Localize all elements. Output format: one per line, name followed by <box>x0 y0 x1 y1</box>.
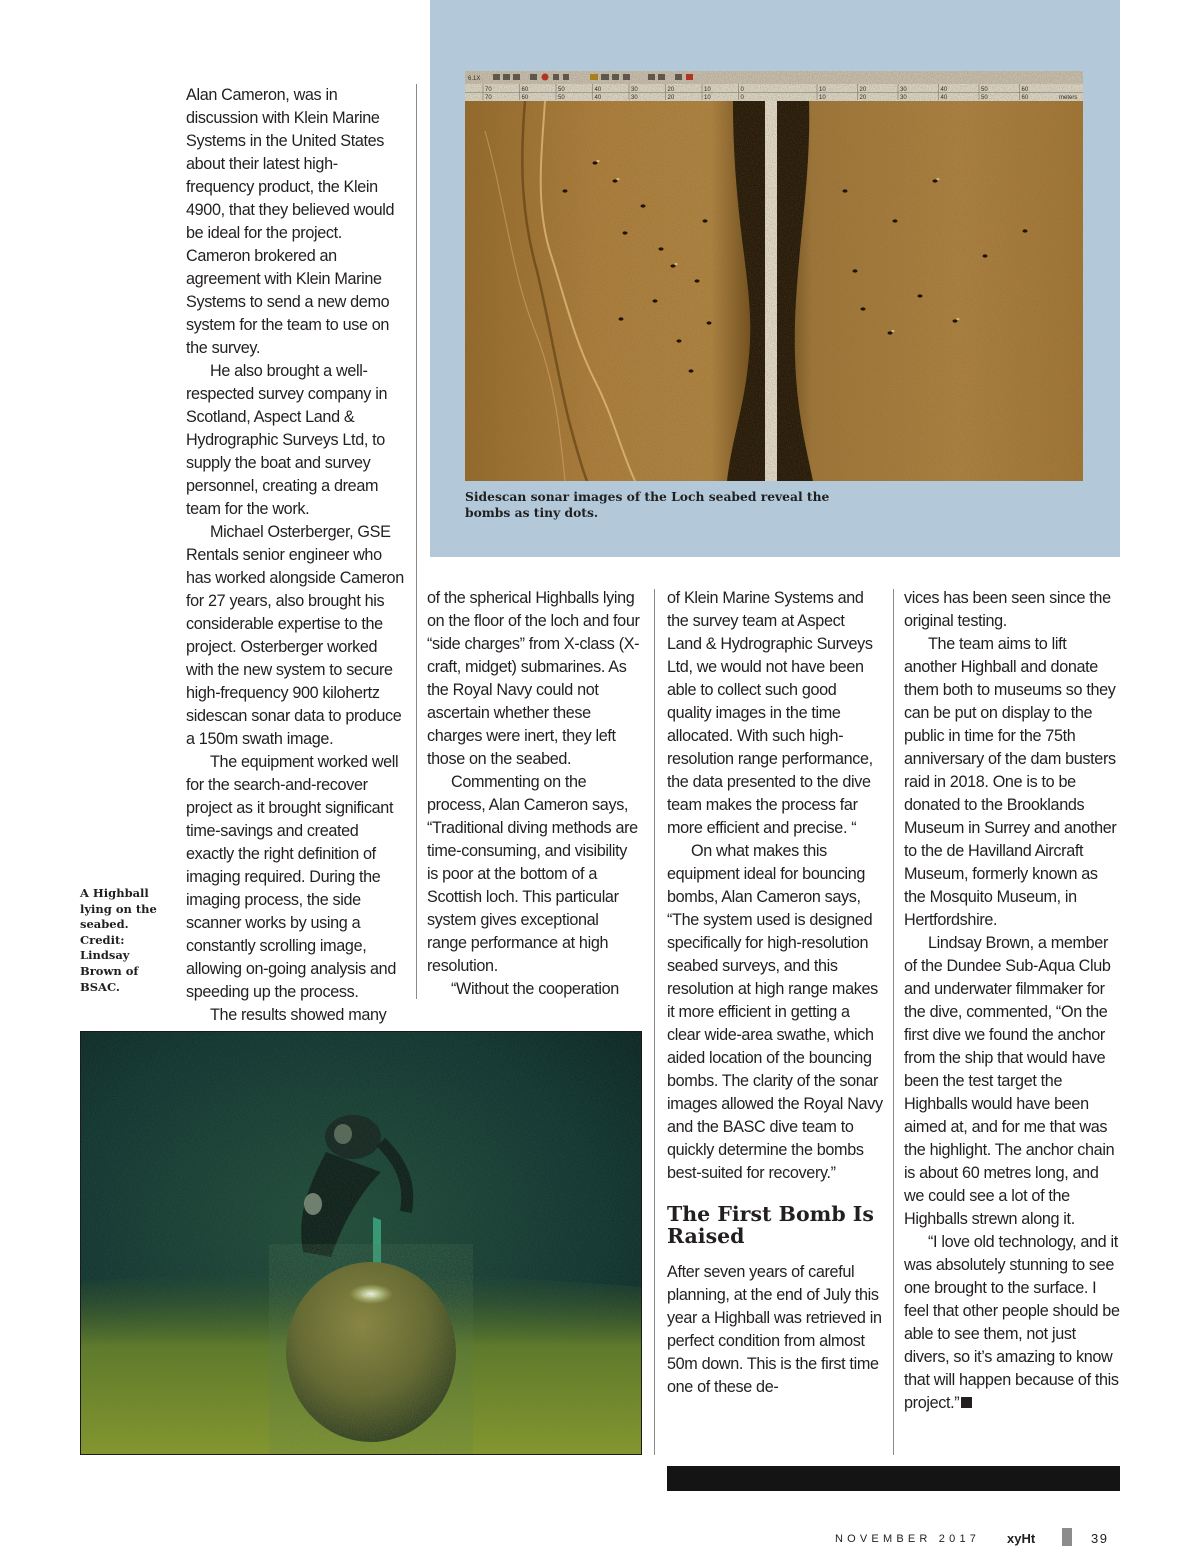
paragraph-final <box>904 1231 1120 1415</box>
scale-tick-label: 30 <box>631 87 638 93</box>
highball-underwater-photo <box>80 1031 642 1455</box>
paragraph: On what makes this equipment ideal for bouncing bombs, Alan Cameron says, “The system used is designed specifically for high-resolution seabed surveys, and this resolution at high range makes it more efficient in getting a clear wide-area swathe, which aided location of the bouncing bombs. The clarity of the sonar images allowed the Royal Navy and the BASC dive team to quickly determine the bombs best-suited for recovery.” <box>667 842 883 1182</box>
scale-tick-label: 60 <box>521 87 529 93</box>
scale-tick-label: 40 <box>594 87 602 93</box>
footer-separator-square <box>1062 1528 1072 1546</box>
paragraph: vices has been seen since the original testing. <box>904 589 1111 630</box>
paragraph: of Klein Marine Systems and the survey team at Aspect Land & Hydrographic Surveys Ltd, we would not have been able to collect such good quality images in the time allocated. With such high-resolution range performance, the data presented to the dive team makes the process far more efficient and precise. “ <box>667 589 873 837</box>
footer-issue-date: NOVEMBER 2017 <box>835 1533 981 1545</box>
paragraph: After seven years of careful planning, at the end of July this year a Highball was retrieved in perfect condition from almost 50m down. This is the first time one of these de- <box>667 1263 882 1396</box>
scale-tick-label: 20 <box>859 95 867 101</box>
article-column-3 <box>667 587 883 1399</box>
article-column-4 <box>904 587 1120 1415</box>
scale-tick-label: 20 <box>859 87 867 93</box>
article-column-1 <box>186 84 404 1027</box>
scale-tick-label: 10 <box>819 87 826 93</box>
scale-tick-label: 70 <box>485 87 492 93</box>
scale-units-label: meters <box>1059 95 1078 101</box>
footer-magazine-brand: xyHt <box>1007 1531 1036 1546</box>
scale-tick-label: 10 <box>704 87 711 93</box>
sidescan-sonar-image <box>465 71 1083 481</box>
scale-tick-label: 50 <box>558 95 565 101</box>
scale-tick-label: 50 <box>981 87 988 93</box>
paragraph: of the spherical Highballs lying on the floor of the loch and four “side charges” from X-class (X-craft, midget) submarines. As the Royal Navy could not ascertain whether these charges were inert, they left those on the seabed. <box>427 589 640 768</box>
article-column-2 <box>427 587 642 1001</box>
decorative-black-bar <box>667 1466 1120 1491</box>
photo-caption: A Highball lying on the seabed. Credit: Lindsay Brown of BSAC. <box>80 886 157 994</box>
paragraph: He also brought a well-respected survey company in Scotland, Aspect Land & Hydrographic Surveys Ltd, to supply the boat and survey personnel, creating a dream team for the work. <box>186 362 388 518</box>
page-number: 39 <box>1091 1531 1109 1546</box>
column-rule <box>654 589 655 1455</box>
scale-tick-label: 40 <box>940 87 948 93</box>
scale-tick-label: 40 <box>594 95 602 101</box>
scale-tick-label: 30 <box>900 95 907 101</box>
paragraph: The team aims to lift another Highball and donate them both to museums so they can be put on display to the public in time for the 75th anniversary of the dam busters raid in 2018. One is to be donated to the Brooklands Museum in Surrey and another to the de Havilland Aircraft Museum, formerly known as the Mosquito Museum, in Hertfordshire. <box>904 635 1117 929</box>
scale-tick-label: 10 <box>819 95 826 101</box>
sonar-zoom-label: 6.1X <box>468 76 481 82</box>
section-heading: The First Bomb Is Raised <box>667 1202 874 1248</box>
column-rule <box>893 589 894 1455</box>
scale-tick-label: 60 <box>1021 95 1029 101</box>
paragraph-text: “I love old technology, and it was absolutely stunning to see one brought to the surface. I feel that other people should be able to see them, not just divers, so it’s amazing to know that will happen because of this project.” <box>904 1233 1120 1412</box>
scale-tick-label: 50 <box>558 87 565 93</box>
scale-tick-label: 20 <box>667 95 675 101</box>
sonar-caption: Sidescan sonar images of the Loch seabed reveal the bombs as tiny dots. <box>465 489 830 520</box>
scale-tick-label: 60 <box>1021 87 1029 93</box>
paragraph: “Without the cooperation <box>451 980 619 998</box>
column-rule <box>416 84 417 999</box>
scale-tick-label: 20 <box>667 87 675 93</box>
scale-tick-label: 50 <box>981 95 988 101</box>
paragraph: Lindsay Brown, a member of the Dundee Sub-Aqua Club and underwater filmmaker for the dive, commented, “On the first dive we found the anchor from the ship that would have been the test target the Highballs would have been aimed at, and for me that was the highlight. The anchor chain is about 60 metres long, and we could see a lot of the Highballs strewn along it. <box>904 934 1115 1228</box>
scale-tick-label: 30 <box>631 95 638 101</box>
scale-tick-label: 0 <box>740 87 744 93</box>
scale-tick-label: 40 <box>940 95 948 101</box>
scale-tick-label: 70 <box>485 95 492 101</box>
paragraph: Michael Osterberger, GSE Rentals senior engineer who has worked alongside Cameron for 27 years, also brought his considerable expertise to the project. Osterberger worked with the new system to secure high-frequency 900 kilohertz sidescan sonar data to produce a 150m swath image. <box>186 523 404 748</box>
paragraph: The results showed many <box>210 1006 387 1024</box>
paragraph: The equipment worked well for the search-and-recover project as it brought significant time-savings and created exactly the right definition of imaging required. During the imaging process, the side scanner works by using a constantly scrolling image, allowing on-going analysis and speeding up the process. <box>186 753 399 1001</box>
scale-tick-label: 30 <box>900 87 907 93</box>
paragraph: Alan Cameron, was in discussion with Klein Marine Systems in the United States about their latest high-frequency product, the Klein 4900, that they believed would be ideal for the project. Cameron brokered an agreement with Klein Marine Systems to send a new demo system for the team to use on the survey. <box>186 86 395 357</box>
scale-tick-label: 0 <box>740 95 744 101</box>
scale-tick-label: 60 <box>521 95 529 101</box>
paragraph: Commenting on the process, Alan Cameron says, “Traditional diving methods are time-consuming, and visibility is poor at the bottom of a Scottish loch. This particular system gives exceptional range performance at high resolution. <box>427 773 638 975</box>
scale-tick-label: 10 <box>704 95 711 101</box>
end-of-article-mark <box>961 1397 972 1408</box>
